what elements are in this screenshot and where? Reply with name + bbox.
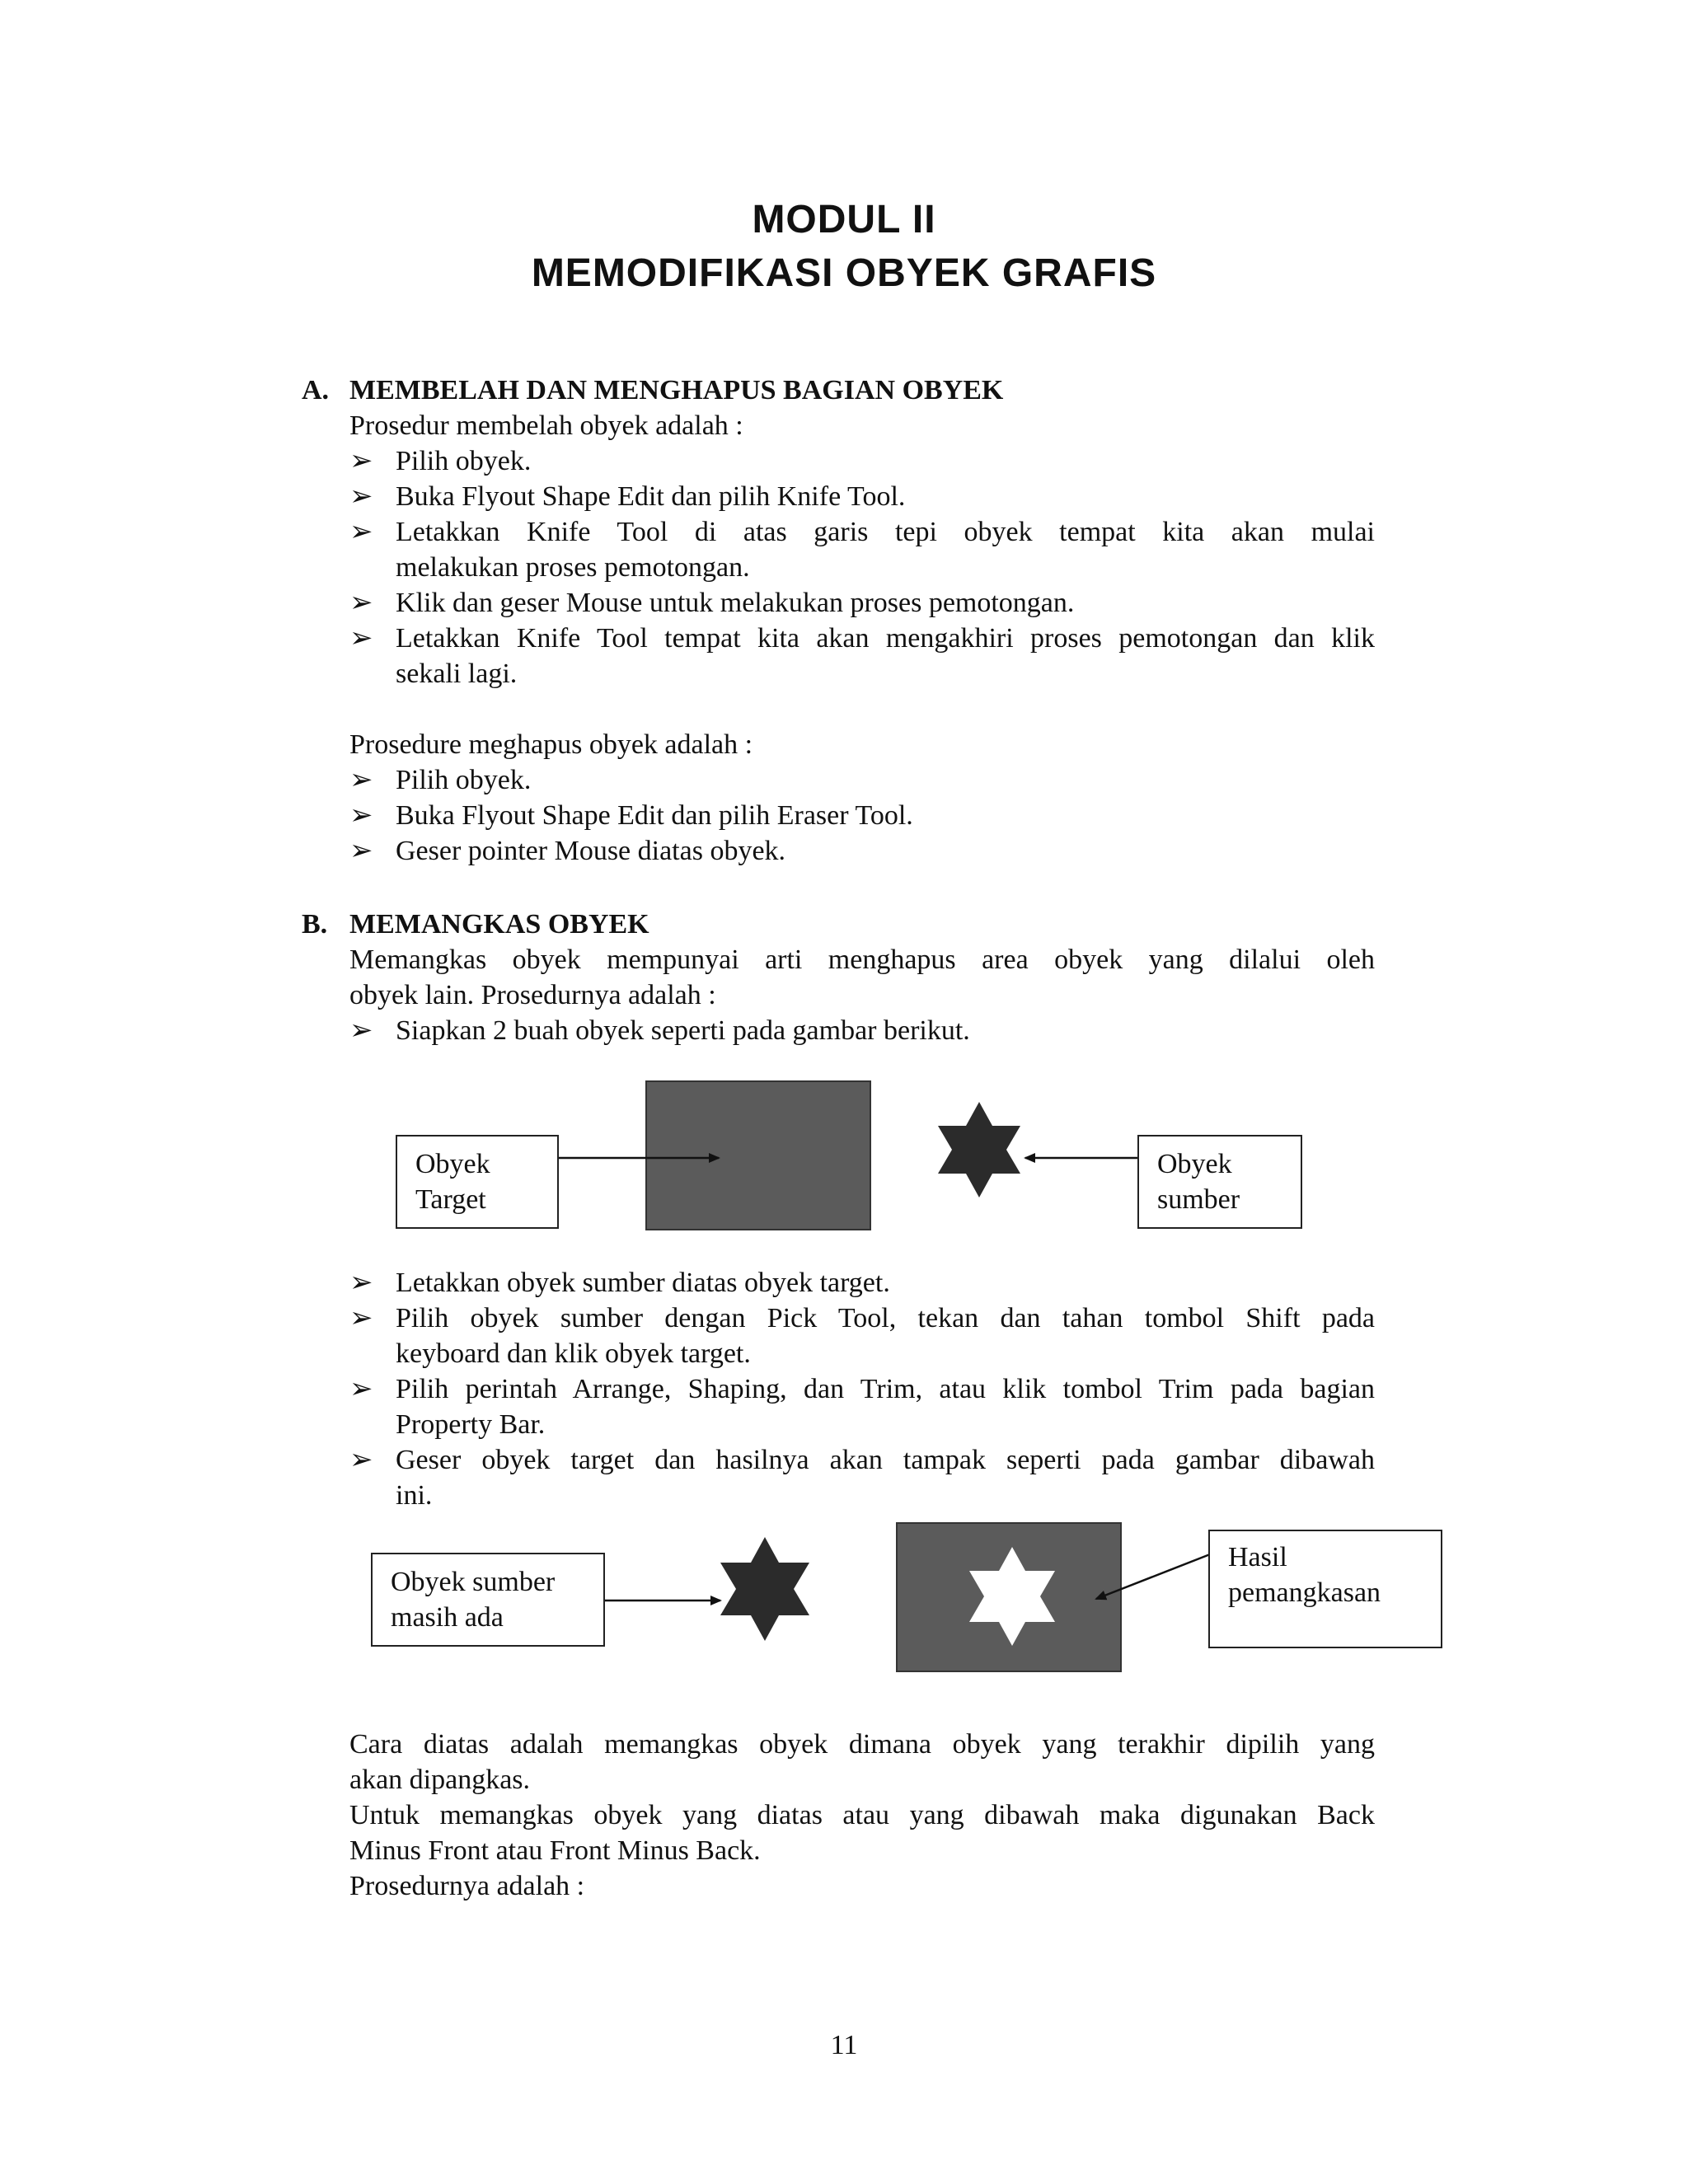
paragraph: obyek lain. Prosedurnya adalah :	[349, 980, 716, 1010]
list-item-continued: keyboard dan klik obyek target.	[396, 1338, 751, 1369]
bullet-arrow-icon: ➢	[349, 799, 373, 832]
section-a-letter: A.	[302, 375, 330, 405]
paragraph: Untuk memangkas obyek yang diatas atau yang dibawah maka digunakan Back	[349, 1800, 1375, 1830]
bullet-arrow-icon: ➢	[349, 1014, 373, 1047]
label-line: Obyek sumber	[391, 1567, 556, 1597]
bullet-arrow-icon: ➢	[349, 1443, 373, 1476]
bullet-arrow-icon: ➢	[349, 480, 373, 513]
list-item: Letakkan Knife Tool di atas garis tepi obyek tempat kita akan mulai	[396, 517, 1375, 547]
paragraph: akan dipangkas.	[349, 1765, 531, 1795]
bullet-arrow-icon: ➢	[349, 763, 373, 796]
section-b-heading: MEMANGKAS OBYEK	[349, 909, 649, 940]
paragraph: Memangkas obyek mempunyai arti menghapus area obyek yang dilalui oleh	[349, 944, 1375, 975]
label-line: masih ada	[391, 1602, 504, 1633]
bullet-arrow-icon: ➢	[349, 586, 373, 619]
bullet-arrow-icon: ➢	[349, 1266, 373, 1299]
label-line: pemangkasan	[1228, 1577, 1381, 1608]
list-item: Klik dan geser Mouse untuk melakukan proses pemotongan.	[396, 588, 1075, 618]
source-star	[938, 1102, 1020, 1197]
section-a-heading: MEMBELAH DAN MENGHAPUS BAGIAN OBYEK	[349, 375, 1004, 405]
paragraph: Minus Front atau Front Minus Back.	[349, 1835, 761, 1866]
list-item-continued: ini.	[396, 1480, 433, 1511]
label-line: Target	[415, 1184, 486, 1215]
list-item-continued: melakukan proses pemotongan.	[396, 552, 750, 583]
label-line: Hasil	[1228, 1542, 1287, 1572]
bullet-arrow-icon: ➢	[349, 444, 373, 477]
module-subtitle: MEMODIFIKASI OBYEK GRAFIS	[531, 251, 1157, 295]
bullet-arrow-icon: ➢	[349, 1301, 373, 1334]
section-a-intro1: Prosedur membelah obyek adalah :	[349, 410, 743, 441]
label-line: sumber	[1157, 1184, 1240, 1215]
paragraph: Prosedurnya adalah :	[349, 1871, 585, 1901]
list-item: Pilih obyek.	[396, 446, 532, 476]
label-target-object	[396, 1135, 559, 1229]
target-rectangle	[646, 1081, 870, 1230]
list-item: Geser obyek target dan hasilnya akan tampak seperti pada gambar dibawah	[396, 1445, 1375, 1475]
section-b-letter: B.	[302, 909, 328, 940]
remaining-star	[720, 1537, 809, 1641]
bullet-arrow-icon: ➢	[349, 1372, 373, 1405]
label-remaining-source	[371, 1553, 605, 1647]
list-item: Pilih obyek.	[396, 765, 532, 795]
list-item: Geser pointer Mouse diatas obyek.	[396, 836, 786, 866]
list-item: Pilih obyek sumber dengan Pick Tool, tekan dan tahan tombol Shift pada	[396, 1303, 1375, 1333]
label-source-object	[1137, 1135, 1302, 1229]
list-item-continued: Property Bar.	[396, 1409, 546, 1440]
list-item: Letakkan Knife Tool tempat kita akan mengakhiri proses pemotongan dan klik	[396, 623, 1375, 654]
paragraph: Cara diatas adalah memangkas obyek dimana obyek yang terakhir dipilih yang	[349, 1729, 1375, 1760]
list-item: Siapkan 2 buah obyek seperti pada gambar berikut.	[396, 1015, 970, 1046]
list-item-continued: sekali lagi.	[396, 658, 518, 689]
bullet-arrow-icon: ➢	[349, 515, 373, 548]
list-item: Buka Flyout Shape Edit dan pilih Knife Tool.	[396, 481, 906, 512]
list-item: Letakkan obyek sumber diatas obyek target.	[396, 1268, 890, 1298]
label-line: Obyek	[415, 1149, 490, 1179]
page-number: 11	[830, 2030, 858, 2060]
label-line: Obyek	[1157, 1149, 1232, 1179]
bullet-arrow-icon: ➢	[349, 621, 373, 654]
list-item: Buka Flyout Shape Edit dan pilih Eraser Tool.	[396, 800, 913, 831]
module-title: MODUL II	[752, 198, 936, 241]
bullet-arrow-icon: ➢	[349, 834, 373, 867]
section-a-intro2: Prosedure meghapus obyek adalah :	[349, 729, 753, 760]
list-item: Pilih perintah Arrange, Shaping, dan Trim, atau klik tombol Trim pada bagian	[396, 1374, 1375, 1404]
label-trim-result	[1208, 1530, 1442, 1648]
